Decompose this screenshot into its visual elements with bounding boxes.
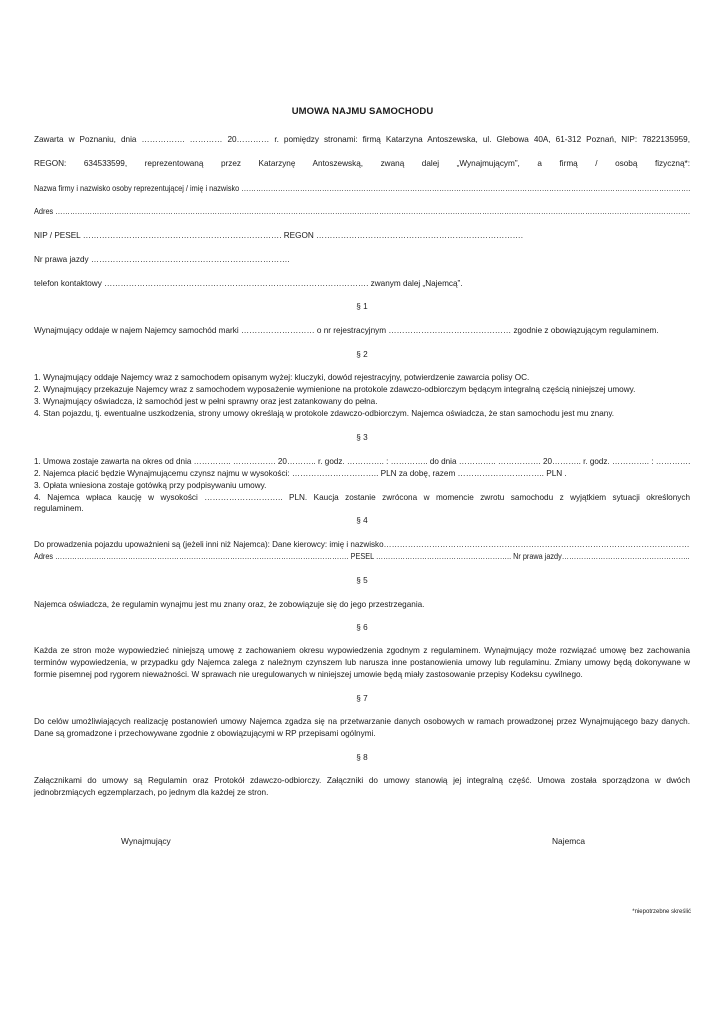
section-5-heading: § 5 <box>356 576 368 585</box>
section-6-heading: § 6 <box>356 623 368 632</box>
section-4-line-2: Adres …………………………………………………………………………………………………………. PESEL ……………………………………………….. Nr prawa jazdy…………………………………………….. <box>34 552 690 561</box>
document-title: UMOWA NAJMU SAMOCHODU <box>291 106 434 117</box>
section-4-heading: § 4 <box>356 516 368 525</box>
section-3-item-3: 3. Opłata wniesiona zostaje gotówką przy podpisywaniu umowy. <box>34 481 267 490</box>
field-address: Adres ……………………………………………………………………………………………………………………………………………………………………………………………………………………………………. <box>34 207 691 216</box>
field-phone: telefon kontaktowy ……………………………………………………………………………………. zwanym dalej „Najemcą”. <box>34 279 463 288</box>
section-4-line-1: Do prowadzenia pojazdu upoważnieni są (jeżeli inni niż Najemca): Dane kierowcy: imię i nazwisko…………………………………………………………………………………………………… <box>34 540 690 549</box>
section-2-heading: § 2 <box>356 350 368 359</box>
field-nip-regon: NIP / PESEL ………………………………………………………………. REGON …………………………………………………………………. <box>34 231 524 240</box>
signature-lessee: Najemca <box>552 836 586 846</box>
section-6-text: Każda ze stron może wypowiedzieć niniejszą umowę z zachowaniem okresu wypowiedzenia zgodnym z regulaminem. Wynajmujący może rozwiązać umowę bez zachowania terminów wypowiedzenia, w przypadku gdy Najemca zalega z należnym czynszem lub narusza inne postanowienia umowy lub regulaminu. Zmiany umowy będą dokonywane w formie pisemnej pod rygorem nieważności. W sprawach nie uregulowanych w niniejszej umowie będą miały zastosowanie przepisy Kodeksu cywilnego. <box>34 646 690 679</box>
section-3-item-2: 2. Najemca płacić będzie Wynajmującemu czynsz najmu w wysokości: ………………………….. PLN za dobę, razem ………………………….. PLN . <box>34 469 567 478</box>
intro-line-2: REGON: 634533599, reprezentowaną przez Katarzynę Antoszewską, zwaną dalej „Wynajmującym”, a firmą / osobą fizyczną*: <box>34 159 690 168</box>
section-1-text: Wynajmujący oddaje w najem Najemcy samochód marki ……………………… o nr rejestracyjnym ……………………………………… zgodnie z obowiązującym regulaminem. <box>34 326 659 335</box>
section-1-heading: § 1 <box>356 302 368 311</box>
section-8-text: Załącznikami do umowy są Regulamin oraz Protokół zdawczo-odbiorczy. Załączniki do umowy stanowią jej integralną część. Umowa została sporządzona w dwóch jednobrzmiących egzemplarzach, po jednym dla każdej ze stron. <box>34 776 690 797</box>
section-3-heading: § 3 <box>356 433 368 442</box>
section-2-item-1: 1. Wynajmujący oddaje Najemcy wraz z samochodem opisanym wyżej: kluczyki, dowód rejestracyjny, potwierdzenie zawarcia polisy OC. <box>34 373 530 382</box>
section-2-item-4: 4. Stan pojazdu, tj. ewentualne uszkodzenia, strony umowy określają w protokole zdawczo-odbiorczym. Najemca oświadcza, że stan samochodu jest mu znany. <box>34 409 615 418</box>
footnote: *niepotrzebne skreślić <box>632 909 691 915</box>
field-name: Nazwa firmy i nazwisko osoby reprezentującej / imię i nazwisko …………………………………………………………………………………………………………………………………………………………………. <box>34 184 691 193</box>
intro-line-1: Zawarta w Poznaniu, dnia ……………. ………… 20………… r. pomiędzy stronami: firmą Katarzyna Antoszewska, ul. Glebowa 40A, 61-312 Poznań, NIP: 7822135959, <box>34 135 690 144</box>
field-license: Nr prawa jazdy ………………………………………………………………. <box>34 255 290 264</box>
section-3-item-4: 4. Najemca wpłaca kaucję w wysokości ……………………….. PLN. Kaucja zostanie zwrócona w momencie zwrotu samochodu z wyjątkiem sytuacji określonych <box>34 493 690 502</box>
section-2-item-3: 3. Wynajmujący oświadcza, iż samochód jest w pełni sprawny oraz jest zatankowany do pełna. <box>34 397 378 406</box>
section-5-text: Najemca oświadcza, że regulamin wynajmu jest mu znany oraz, że zobowiązuje się do jego przestrzegania. <box>34 600 425 609</box>
section-8-heading: § 8 <box>356 753 368 762</box>
signature-lessor: Wynajmujący <box>121 836 171 846</box>
section-3-item-4-cont: regulaminem. <box>34 504 84 513</box>
section-7-heading: § 7 <box>356 694 368 703</box>
section-3-item-1: 1. Umowa zostaje zawarta na okres od dnia ………….. ……………. 20……….. r. godz. ………….. : ………….. do dnia ………….. ……………. 20……….. r. godz. ………….. : …………. <box>34 457 691 466</box>
section-7-text: Do celów umożliwiających realizację postanowień umowy Najemca zgadza się na przetwarzanie danych osobowych w ramach prowadzonej przez Wynajmującego bazy danych. Dane są gromadzone i przechowywane zgodnie z obowiązującymi w RP przepisami ogólnymi. <box>34 717 690 738</box>
section-2-item-2: 2. Wynajmujący przekazuje Najemcy wraz z samochodem wyposażenie wymienione na protokole zdawczo-odbiorczym będącym integralną częścią niniejszej umowy. <box>34 385 636 394</box>
